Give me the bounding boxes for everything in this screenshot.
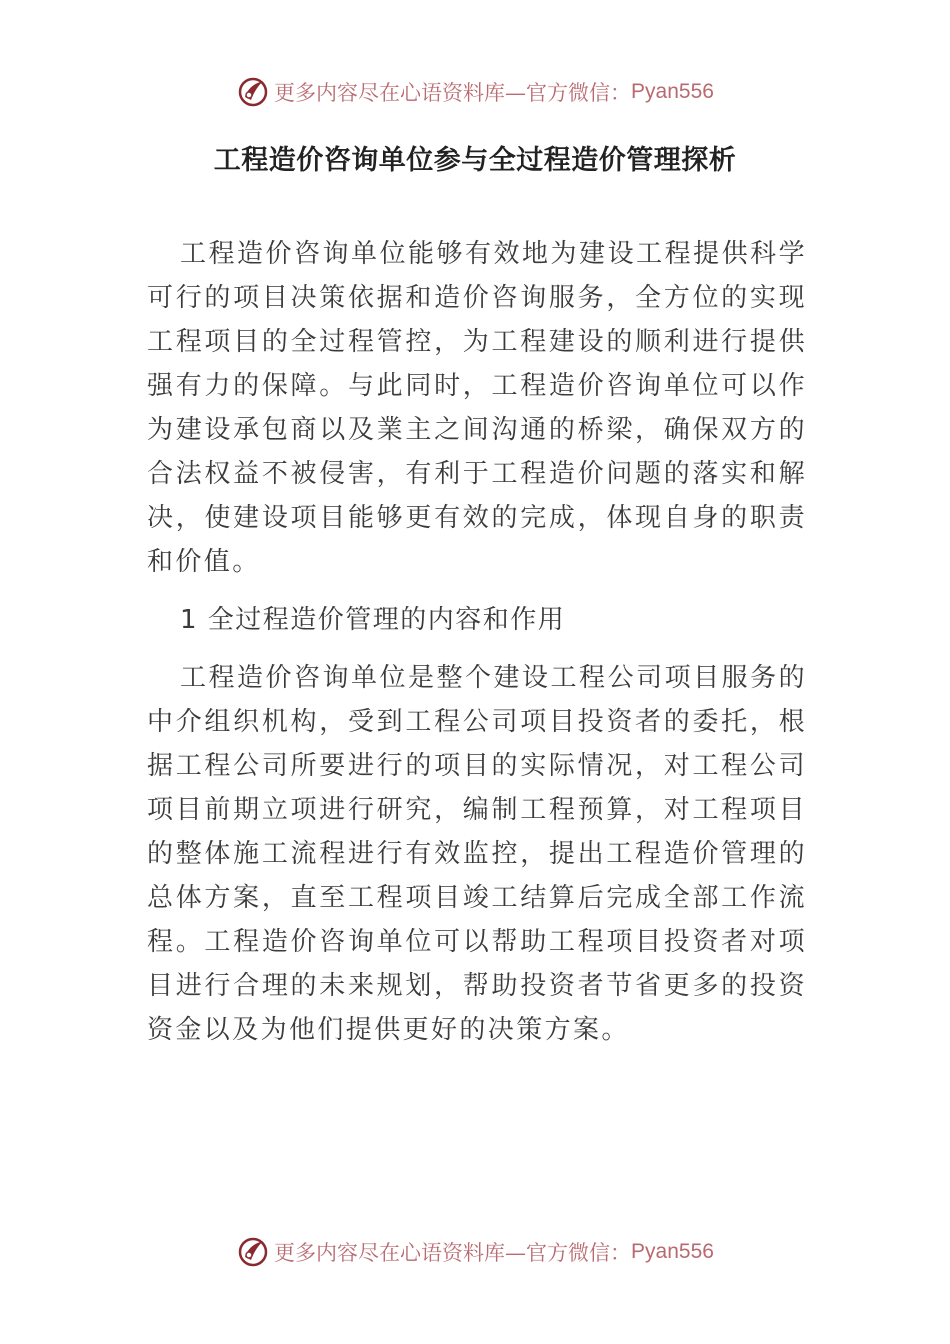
- watermark-text: 更多内容尽在心语资料库—官方微信：: [274, 81, 632, 105]
- watermark-wechat-id: Pyan556: [631, 1240, 714, 1263]
- paragraph-intro: 工程造价咨询单位能够有效地为建设工程提供科学可行的项目决策依据和造价咨询服务，全方位的实现工程项目的全过程管控，为工程建设的顺利进行提供强有力的保障。与此同时，工程造价咨询单位可以作为建设承包商以及業主之间沟通的桥梁，确保双方的合法权益不被侵害，有利于工程造价问题的落实和解决，使建设项目能够更有效的完成，体现自身的职责和价值。: [147, 239, 807, 577]
- watermark-wechat-id: Pyan556: [631, 80, 714, 103]
- document-body: [147, 232, 807, 1052]
- logo-icon: [236, 1235, 270, 1269]
- watermark-text: 更多内容尽在心语资料库—官方微信：: [274, 1241, 632, 1265]
- section-heading: 1 全过程造价管理的内容和作用: [180, 605, 566, 635]
- logo-icon: [236, 75, 270, 109]
- footer-watermark: [0, 1232, 950, 1272]
- document-title: 工程造价咨询单位参与全过程造价管理探析: [213, 145, 737, 176]
- paragraph-section-1: 工程造价咨询单位是整个建设工程公司项目服务的中介组织机构，受到工程公司项目投资者的委托，根据工程公司所要进行的项目的实际情况，对工程公司项目前期立项进行研究，编制工程预算，对工程项目的整体施工流程进行有效监控，提出工程造价管理的总体方案，直至工程项目竣工结算后完成全部工作流程。工程造价咨询单位可以帮助工程项目投资者对项目进行合理的未来规划，帮助投资者节省更多的投资资金以及为他们提供更好的决策方案。: [147, 663, 807, 1045]
- header-watermark: [0, 72, 950, 112]
